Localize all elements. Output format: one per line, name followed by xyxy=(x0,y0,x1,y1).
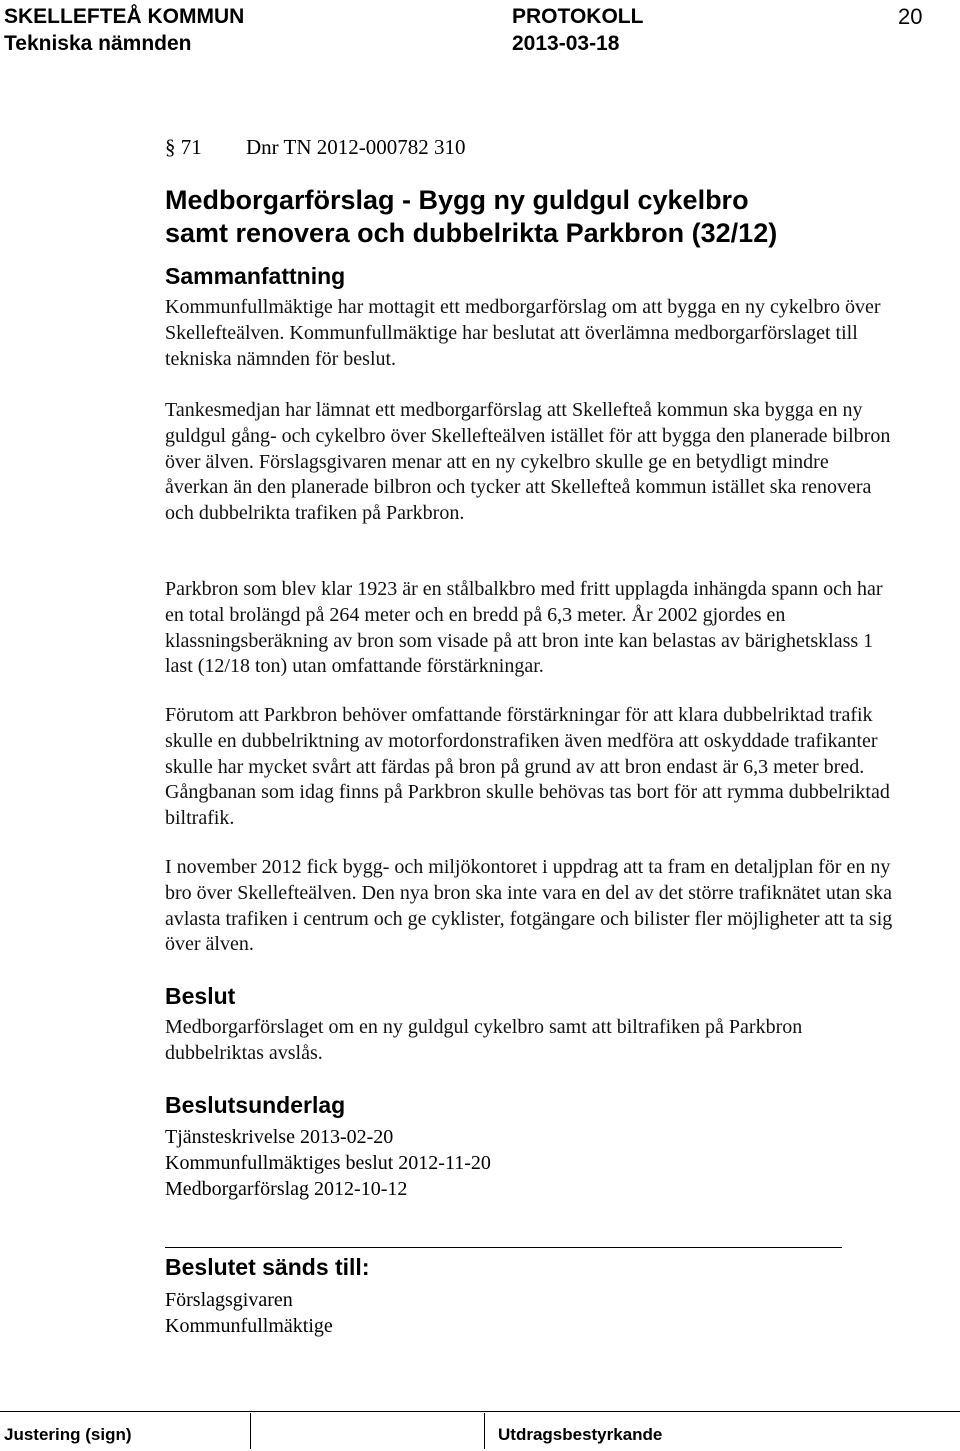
summary-paragraph-4: Förutom att Parkbron behöver omfattande förstärkningar för att klara dubbelriktad trafik skulle en dubbelriktning av motorfordonstrafiken även medföra att oskyddade trafikanter skulle har mycket svårt att färdas på bron på grund av att bron endast är 6,3 meter bred. Gångbanan som idag finns på Parkbron skulle behövas tas bort för att rymma dubbelriktad biltrafik. xyxy=(165,704,890,830)
extract-label: Utdragsbestyrkande xyxy=(498,1425,663,1444)
diary-number: Dnr TN 2012-000782 310 xyxy=(246,135,466,159)
case-title-line-2: samt renovera och dubbelrikta Parkbron (32/12) xyxy=(165,218,778,248)
footer-divider xyxy=(0,1411,960,1412)
justification-label: Justering (sign) xyxy=(4,1425,132,1444)
sent-to-heading: Beslutet sänds till: xyxy=(165,1254,370,1280)
signature-footer xyxy=(0,1411,960,1451)
decision-heading: Beslut xyxy=(165,983,236,1009)
summary-heading: Sammanfattning xyxy=(165,263,346,289)
recipient-item: Förslagsgivaren xyxy=(165,1289,293,1311)
basis-item: Kommunfullmäktiges beslut 2012-11-20 xyxy=(165,1152,491,1174)
page-number: 20 xyxy=(898,4,923,29)
summary-paragraph-3: Parkbron som blev klar 1923 är en stålbalkbro med fritt upplagda inhängda spann och har en total brolängd på 264 meter och en bredd på 6,3 meter. År 2002 gjordes en klassningsberäkning av bron som visade på att bron inte kan belastas av bärighetsklass 1 last (12/18 ton) utan omfattande förstärkningar. xyxy=(165,578,883,678)
section-divider xyxy=(165,1247,842,1248)
paragraph-number: § 71 xyxy=(165,135,202,159)
signature-cell xyxy=(250,1413,485,1449)
recipient-item: Kommunfullmäktige xyxy=(165,1315,333,1337)
decision-text: Medborgarförslaget om en ny guldgul cykelbro samt att biltrafiken på Parkbron dubbelriktas avslås. xyxy=(165,1016,803,1064)
summary-paragraph-2: Tankesmedjan har lämnat ett medborgarförslag att Skellefteå kommun ska bygga en ny guldgul gång- och cykelbro över Skellefteälven istället för att bygga den planerade bilbron över älven. Förslagsgivaren menar att en ny cykelbro skulle ge en betydligt mindre åverkan än den planerade bilbron och tycker att Skellefteå kommun istället ska renovera och dubbelrikta trafiken på Parkbron. xyxy=(165,399,891,525)
basis-item: Medborgarförslag 2012-10-12 xyxy=(165,1178,408,1200)
summary-paragraph-5: I november 2012 fick bygg- och miljökontoret i uppdrag att ta fram en detaljplan för en ny bro över Skellefteälven. Den nya bron ska inte vara en del av det större trafiknätet utan ska avlasta trafiken i centrum och ge cyklister, fotgängare och bilister fler möjligheter att ta sig över älven. xyxy=(165,856,893,956)
extract-cell xyxy=(484,1413,960,1449)
meeting-date: 2013-03-18 xyxy=(512,32,620,55)
document-type: PROTOKOLL xyxy=(512,5,644,28)
board-name: Tekniska nämnden xyxy=(4,32,192,55)
case-title-line-1: Medborgarförslag - Bygg ny guldgul cykelbro xyxy=(165,185,749,215)
summary-paragraph-1: Kommunfullmäktige har mottagit ett medborgarförslag om att bygga en ny cykelbro över Skellefteälven. Kommunfullmäktige har beslutat att överlämna medborgarförslaget till tekniska nämnden för beslut. xyxy=(165,296,881,370)
case-title xyxy=(165,184,895,250)
basis-heading: Beslutsunderlag xyxy=(165,1092,346,1118)
organization-name: SKELLEFTEÅ KOMMUN xyxy=(4,5,245,28)
case-reference xyxy=(165,134,466,160)
justification-cell xyxy=(0,1413,250,1449)
basis-item: Tjänsteskrivelse 2013-02-20 xyxy=(165,1126,394,1148)
